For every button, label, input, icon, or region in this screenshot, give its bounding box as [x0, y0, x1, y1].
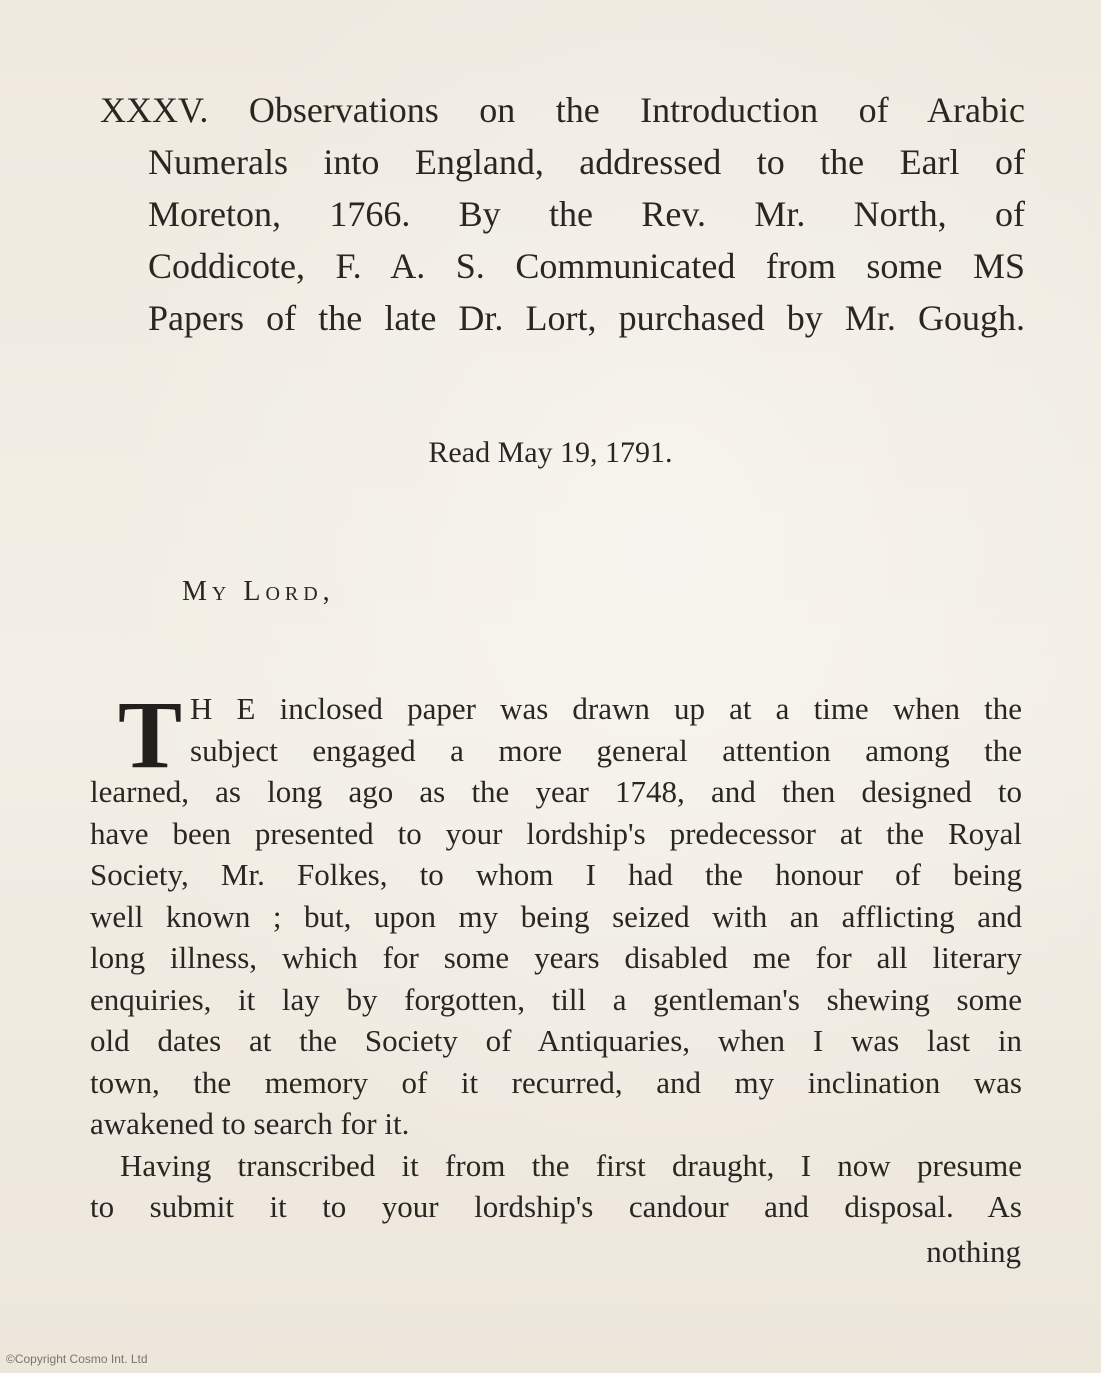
paragraph-line: old dates at the Society of Antiquaries, when I was last in — [90, 1023, 1022, 1058]
salutation: My Lord, — [182, 576, 335, 607]
heading-line: Numerals into England, addressed to the Earl of — [148, 142, 1025, 182]
paragraph-line: long illness, which for some years disabled me for all literary — [90, 940, 1022, 975]
paragraph-line: H E inclosed paper was drawn up at a time when the — [190, 691, 1022, 726]
article-heading — [100, 84, 1025, 344]
copyright-watermark: ©Copyright Cosmo Int. Ltd — [6, 1352, 148, 1366]
paragraph-line: Having transcribed it from the first draught, I now presume — [120, 1147, 1022, 1183]
paragraph-line: Society, Mr. Folkes, to whom I had the honour of being — [90, 857, 1022, 892]
heading-line: Coddicote, F. A. S. Communicated from some MS — [148, 246, 1025, 286]
paragraph-line: have been presented to your lordship's predecessor at the Royal — [90, 815, 1022, 851]
paragraph-line: town, the memory of it recurred, and my inclination was — [90, 1064, 1022, 1100]
heading-line: Moreton, 1766. By the Rev. Mr. North, of — [148, 194, 1025, 234]
catchword: nothing — [926, 1234, 1021, 1269]
heading-line: Papers of the late Dr. Lort, purchased by Mr. Gough. — [148, 298, 1025, 338]
body-text — [90, 681, 1022, 1228]
heading-line: XXXV. Observations on the Introduction of Arabic — [100, 90, 1025, 130]
drop-cap-letter: T — [118, 681, 183, 788]
paragraph-line: learned, as long ago as the year 1748, and then designed to — [90, 774, 1022, 809]
paragraph-line: to submit it to your lordship's candour and disposal. As — [90, 1189, 1022, 1224]
paragraph-line: awakened to search for it. — [90, 1106, 410, 1141]
read-date: Read May 19, 1791. — [428, 436, 673, 469]
paragraph-line: subject engaged a more general attention among the — [190, 732, 1022, 768]
paragraph-line: enquiries, it lay by forgotten, till a gentleman's shewing some — [90, 981, 1022, 1017]
paragraph-line: well known ; but, upon my being seized with an afflicting and — [90, 898, 1022, 934]
